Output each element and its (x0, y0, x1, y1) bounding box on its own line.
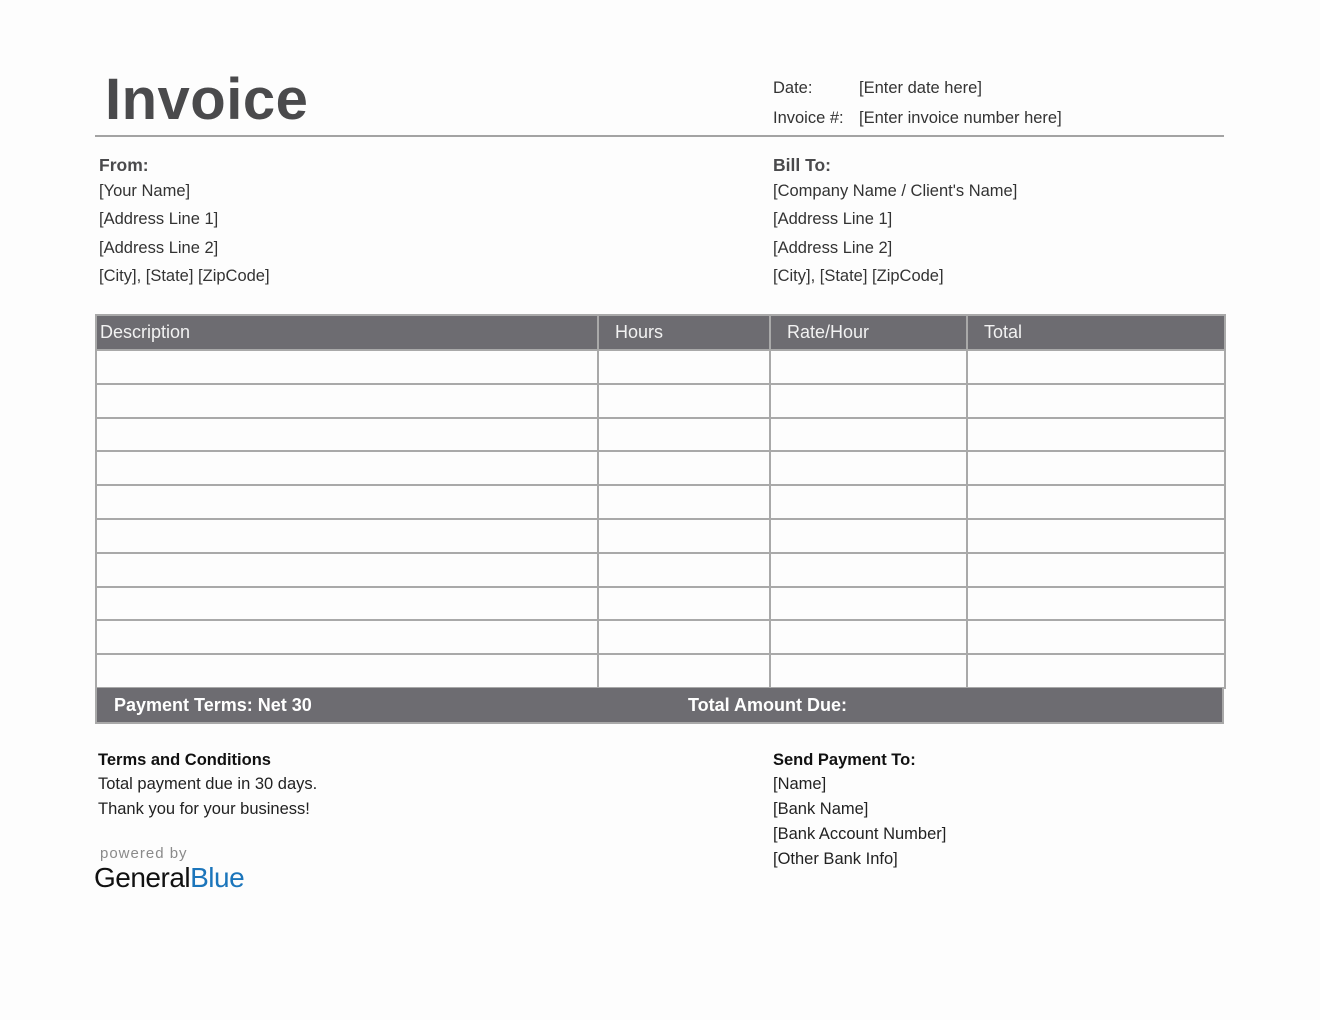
table-row (96, 654, 1225, 688)
description-cell[interactable] (96, 587, 598, 621)
from-name[interactable]: [Your Name] (99, 182, 191, 200)
other-bank-info[interactable]: [Other Bank Info] (773, 850, 898, 868)
brand-blue: Blue (190, 862, 245, 893)
column-header-total: Total (967, 315, 1225, 350)
total-cell[interactable] (967, 519, 1225, 553)
bill-to-city-state-zip[interactable]: [City], [State] [ZipCode] (773, 267, 944, 285)
from-city-state-zip[interactable]: [City], [State] [ZipCode] (99, 267, 270, 285)
column-header-hours: Hours (598, 315, 770, 350)
invoice-number-field[interactable]: [Enter invoice number here] (859, 109, 1062, 127)
description-cell[interactable] (96, 418, 598, 452)
table-row (96, 553, 1225, 587)
invoice-title: Invoice (105, 67, 309, 132)
hours-cell[interactable] (598, 451, 770, 485)
line-items-table (95, 314, 1226, 689)
table-row (96, 519, 1225, 553)
bank-name[interactable]: [Bank Name] (773, 800, 869, 818)
table-row (96, 451, 1225, 485)
hours-cell[interactable] (598, 418, 770, 452)
date-label: Date: (773, 79, 813, 97)
from-heading: From: (99, 155, 149, 175)
total-cell[interactable] (967, 418, 1225, 452)
hours-cell[interactable] (598, 553, 770, 587)
from-address-2[interactable]: [Address Line 2] (99, 239, 219, 257)
send-payment-heading: Send Payment To: (773, 751, 916, 769)
hours-cell[interactable] (598, 350, 770, 384)
payment-terms: Payment Terms: Net 30 (114, 695, 312, 715)
total-cell[interactable] (967, 587, 1225, 621)
payee-name[interactable]: [Name] (773, 775, 827, 793)
table-row (96, 350, 1225, 384)
bank-account-number[interactable]: [Bank Account Number] (773, 825, 947, 843)
rate-cell[interactable] (770, 654, 967, 688)
total-cell[interactable] (967, 485, 1225, 519)
rate-cell[interactable] (770, 350, 967, 384)
description-cell[interactable] (96, 451, 598, 485)
from-address-1[interactable]: [Address Line 1] (99, 210, 219, 228)
terms-line-1[interactable]: Total payment due in 30 days. (98, 775, 318, 793)
description-cell[interactable] (96, 485, 598, 519)
total-cell[interactable] (967, 654, 1225, 688)
powered-by-text: powered by (100, 845, 188, 862)
rate-cell[interactable] (770, 384, 967, 418)
total-cell[interactable] (967, 350, 1225, 384)
column-header-rate: Rate/Hour (770, 315, 967, 350)
brand-general: General (94, 862, 191, 893)
description-cell[interactable] (96, 350, 598, 384)
description-cell[interactable] (96, 519, 598, 553)
total-cell[interactable] (967, 620, 1225, 654)
description-cell[interactable] (96, 384, 598, 418)
bill-to-address-2[interactable]: [Address Line 2] (773, 239, 893, 257)
table-row (96, 587, 1225, 621)
description-cell[interactable] (96, 620, 598, 654)
terms-line-2[interactable]: Thank you for your business! (98, 800, 310, 818)
hours-cell[interactable] (598, 519, 770, 553)
summary-bar (95, 688, 1224, 724)
description-cell[interactable] (96, 553, 598, 587)
rate-cell[interactable] (770, 553, 967, 587)
rate-cell[interactable] (770, 418, 967, 452)
hours-cell[interactable] (598, 384, 770, 418)
table-row (96, 418, 1225, 452)
table-row (96, 384, 1225, 418)
invoice-number-label: Invoice #: (773, 109, 844, 127)
table-row (96, 485, 1225, 519)
hours-cell[interactable] (598, 587, 770, 621)
table-header-row (96, 315, 1225, 350)
date-field[interactable]: [Enter date here] (859, 79, 982, 97)
hours-cell[interactable] (598, 654, 770, 688)
terms-heading: Terms and Conditions (98, 751, 271, 769)
bill-to-heading: Bill To: (773, 155, 831, 175)
generalblue-logo (94, 862, 244, 894)
rate-cell[interactable] (770, 451, 967, 485)
description-cell[interactable] (96, 654, 598, 688)
rate-cell[interactable] (770, 587, 967, 621)
table-row (96, 620, 1225, 654)
column-header-description: Description (96, 315, 598, 350)
header-divider (95, 135, 1224, 137)
bill-to-name[interactable]: [Company Name / Client's Name] (773, 182, 1018, 200)
hours-cell[interactable] (598, 485, 770, 519)
rate-cell[interactable] (770, 485, 967, 519)
rate-cell[interactable] (770, 620, 967, 654)
hours-cell[interactable] (598, 620, 770, 654)
total-cell[interactable] (967, 451, 1225, 485)
total-cell[interactable] (967, 384, 1225, 418)
rate-cell[interactable] (770, 519, 967, 553)
total-amount-due-label: Total Amount Due: (688, 695, 847, 715)
bill-to-address-1[interactable]: [Address Line 1] (773, 210, 893, 228)
total-cell[interactable] (967, 553, 1225, 587)
